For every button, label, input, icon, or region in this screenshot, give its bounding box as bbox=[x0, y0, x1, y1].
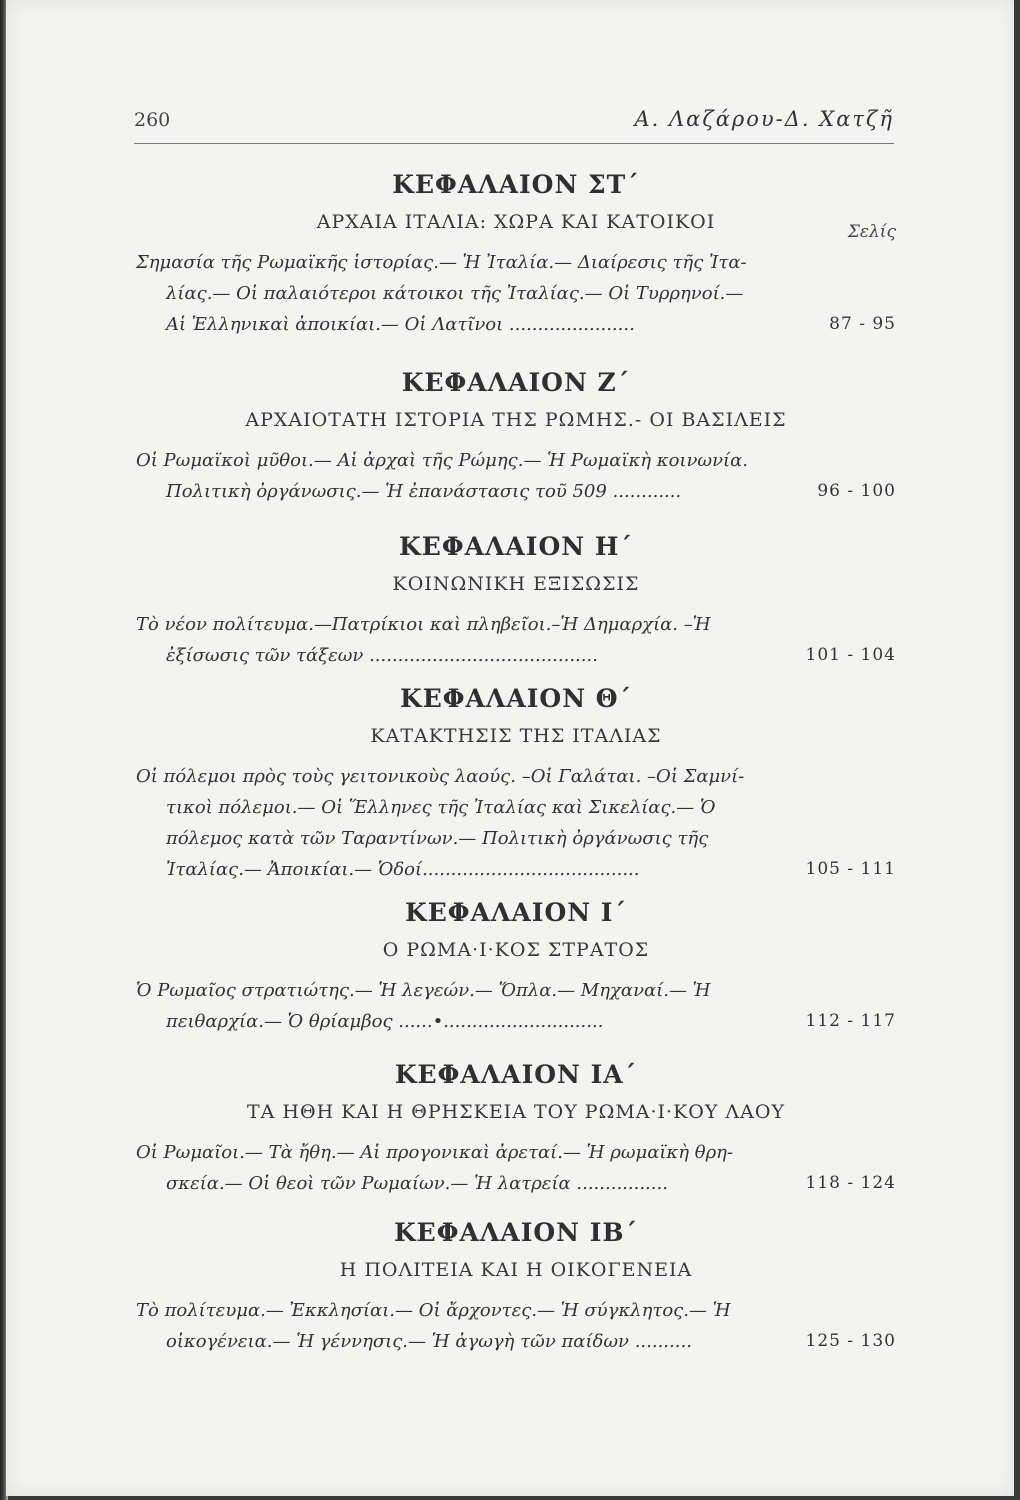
chapter-subtitle: ΤΑ ΗΘΗ ΚΑΙ Η ΘΡΗΣΚΕΙΑ ΤΟΥ ΡΩΜΑ·Ι·ΚΟΥ ΛΑΟΥ bbox=[247, 1101, 785, 1123]
chapter-subtitle: ΑΡΧΑΙΟΤΑΤΗ ΙΣΤΟΡΙΑ ΤΗΣ ΡΩΜΗΣ.- ΟΙ ΒΑΣΙΛΕΙΣ bbox=[245, 409, 787, 431]
entry-line: Οἱ Ρωμαϊκοὶ μῦθοι.— Αἱ ἀρχαὶ τῆς Ρώμης.— Ἡ Ρωμαϊκὴ κοινωνία. bbox=[136, 450, 748, 471]
page-header bbox=[134, 103, 894, 144]
entry-line: Σημασία τῆς Ρωμαϊκῆς ἱστορίας.— Ἡ Ἰταλία.— Διαίρεσις τῆς Ἰτα- bbox=[136, 252, 747, 273]
chapter-title: ΚΕΦΑΛΑΙΟΝ ΙΑ΄ bbox=[394, 1060, 638, 1089]
page-range: 125 - 130 bbox=[805, 1331, 896, 1351]
page-range: 101 - 104 bbox=[805, 645, 896, 665]
entry-line: σκεία.— Οἱ θεοὶ τῶν Ρωμαίων.— Ἡ λατρεία ................ bbox=[166, 1173, 668, 1194]
entry-line: Ἰταλίας.— Ἀποικίαι.— Ὁδοί...................................... bbox=[166, 859, 640, 880]
entry-line: ἐξίσωσις τῶν τάξεων ........................................ bbox=[166, 645, 598, 666]
chapter-subtitle: Η ΠΟΛΙΤΕΙΑ ΚΑΙ Η ΟΙΚΟΓΕΝΕΙΑ bbox=[339, 1259, 693, 1281]
entry-line: Οἱ Ρωμαῖοι.— Τὰ ἤθη.— Αἱ προγονικαὶ ἀρεταί.— Ἡ ρωμαϊκὴ θρη- bbox=[136, 1142, 734, 1163]
chapter-11 bbox=[136, 1060, 896, 1199]
chapter-subtitle: ΚΑΤΑΚΤΗΣΙΣ ΤΗΣ ΙΤΑΛΙΑΣ bbox=[370, 725, 662, 747]
pages-column-label: Σελίς bbox=[847, 222, 896, 242]
chapter-10 bbox=[136, 898, 896, 1037]
page-range: 118 - 124 bbox=[805, 1173, 896, 1193]
entry-line: τικοὶ πόλεμοι.— Οἱ Ἕλληνες τῆς Ἰταλίας καὶ Σικελίας.— Ὁ bbox=[166, 797, 716, 818]
entry-line: πόλεμος κατὰ τῶν Ταραντίνων.— Πολιτικὴ ὀργάνωσις τῆς bbox=[166, 828, 709, 849]
entry-line: Τὸ πολίτευμα.— Ἐκκλησίαι.— Οἱ ἄρχοντες.— Ἡ σύγκλητος.— Ἡ bbox=[136, 1300, 731, 1321]
book-page bbox=[6, 0, 1014, 1496]
chapter-7 bbox=[136, 368, 896, 507]
toc-entry bbox=[136, 1137, 896, 1199]
entry-line: Πολιτικὴ ὀργάνωσις.— Ἡ ἐπανάστασις τοῦ 509 ............ bbox=[166, 481, 682, 502]
entry-line: λίας.— Οἱ παλαιότεροι κάτοικοι τῆς Ἰταλίας.— Οἱ Τυρρηνοί.— bbox=[166, 283, 744, 304]
chapter-subtitle: ΑΡΧΑΙΑ ΙΤΑΛΙΑ: ΧΩΡΑ ΚΑΙ ΚΑΤΟΙΚΟΙ bbox=[316, 211, 716, 233]
page-range: 112 - 117 bbox=[805, 1011, 896, 1031]
chapter-9 bbox=[136, 684, 896, 885]
entry-line: Οἱ πόλεμοι πρὸς τοὺς γειτονικοὺς λαούς. –Οἱ Γαλάται. –Οἱ Σαμνί- bbox=[136, 766, 745, 787]
chapter-subtitle: ΚΟΙΝΩΝΙΚΗ ΕΞΙΣΩΣΙΣ bbox=[392, 573, 640, 595]
running-head: Α. Λαζάρου-Δ. Χατζῆ bbox=[634, 107, 894, 131]
page-range: 105 - 111 bbox=[805, 859, 896, 879]
entry-line: οἰκογένεια.— Ἡ γέννησις.— Ἡ ἀγωγὴ τῶν παίδων .......... bbox=[166, 1331, 692, 1352]
entry-line: πειθαρχία.— Ὁ θρίαμβος ......•............................ bbox=[166, 1011, 604, 1032]
chapter-title: ΚΕΦΑΛΑΙΟΝ Ι΄ bbox=[405, 898, 627, 927]
chapter-title: ΚΕΦΑΛΑΙΟΝ Ζ΄ bbox=[401, 368, 631, 397]
page-range: 87 - 95 bbox=[829, 314, 896, 334]
chapter-subtitle: Ο ΡΩΜΑ·Ι·ΚΟΣ ΣΤΡΑΤΟΣ bbox=[382, 939, 650, 961]
chapter-6 bbox=[136, 170, 896, 340]
chapter-12 bbox=[136, 1218, 896, 1357]
chapter-title: ΚΕΦΑΛΑΙΟΝ ΙΒ΄ bbox=[393, 1218, 639, 1247]
toc-entry bbox=[136, 445, 896, 507]
chapter-title: ΚΕΦΑΛΑΙΟΝ ΣΤ΄ bbox=[392, 170, 640, 199]
entry-line: Τὸ νέον πολίτευμα.—Πατρίκιοι καὶ πληβεῖοι.–Ἡ Δημαρχία. –Ἡ bbox=[136, 614, 711, 635]
toc-entry bbox=[136, 761, 896, 885]
chapter-title: ΚΕΦΑΛΑΙΟΝ Η΄ bbox=[399, 532, 633, 561]
toc-entry bbox=[136, 975, 896, 1037]
page-number: 260 bbox=[134, 109, 171, 131]
chapter-8 bbox=[136, 532, 896, 671]
page-range: 96 - 100 bbox=[817, 481, 896, 501]
toc-entry bbox=[136, 1295, 896, 1357]
chapter-title: ΚΕΦΑΛΑΙΟΝ Θ΄ bbox=[399, 684, 633, 713]
entry-line: Αἱ Ἑλληνικαὶ ἀποικίαι.— Οἱ Λατῖνοι ...................... bbox=[166, 314, 635, 335]
toc-entry bbox=[136, 609, 896, 671]
entry-line: Ὁ Ρωμαῖος στρατιώτης.— Ἡ λεγεών.— Ὅπλα.— Μηχαναί.— Ἡ bbox=[136, 980, 711, 1001]
